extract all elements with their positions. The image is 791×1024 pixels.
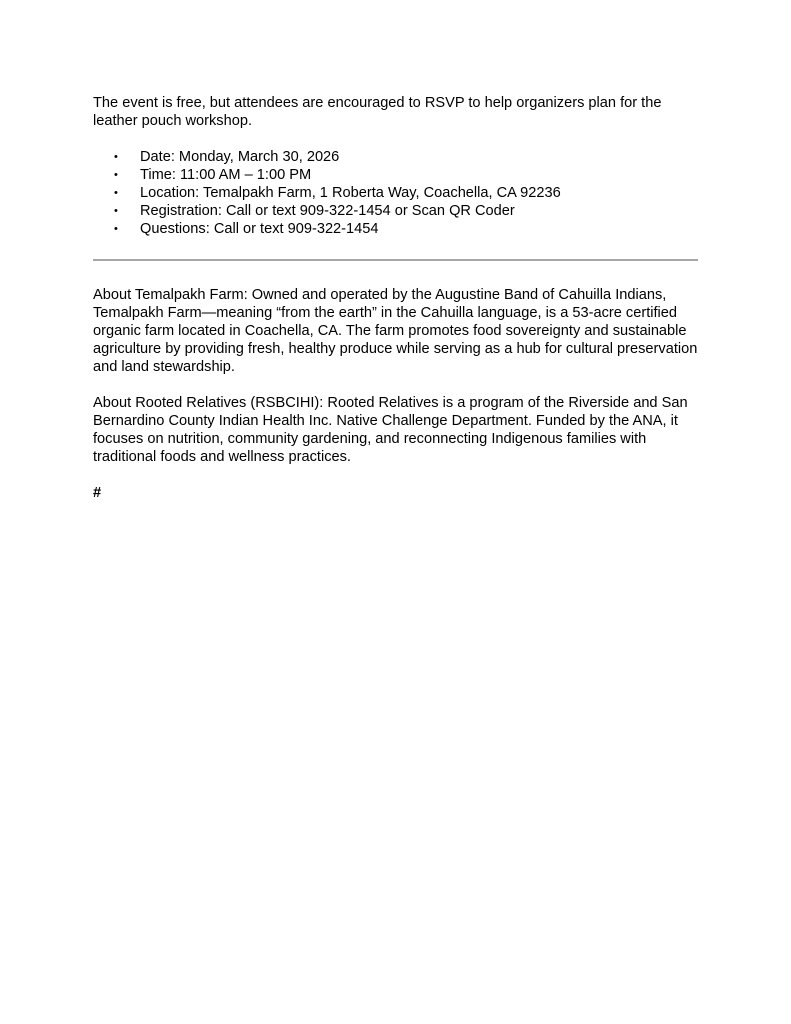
about-rooted-relatives-paragraph: About Rooted Relatives (RSBCIHI): Rooted Relatives is a program of the Riverside and San Bernardino County Indian Health Inc. Native Challenge Department. Funded by the ANA, it focuses on nutrition, community gardening, and reconnecting Indigenous families with traditional foods and wellness practices. bbox=[93, 395, 688, 465]
about-farm-paragraph: About Temalpakh Farm: Owned and operated by the Augustine Band of Cahuilla Indians, Temalpakh Farm—meaning “from the earth” in the Cahuilla language, is a 53-acre certified organic farm located in Coachella, CA. The farm promotes food sovereignty and sustainable agriculture by providing fresh, healthy produce while serving as a hub for cultural preservation and land stewardship. bbox=[93, 287, 698, 375]
list-item bbox=[93, 184, 699, 202]
end-mark: # bbox=[93, 485, 102, 501]
list-item bbox=[93, 148, 699, 166]
bullet-icon: • bbox=[114, 187, 118, 199]
detail-questions: Questions: Call or text 909-322-1454 bbox=[140, 221, 379, 237]
list-item bbox=[93, 202, 699, 220]
horizontal-divider bbox=[93, 259, 698, 261]
list-item bbox=[93, 166, 699, 184]
bullet-icon: • bbox=[114, 205, 118, 217]
detail-time: Time: 11:00 AM – 1:00 PM bbox=[140, 167, 312, 183]
event-details-list bbox=[93, 148, 699, 238]
detail-location: Location: Temalpakh Farm, 1 Roberta Way, Coachella, CA 92236 bbox=[140, 185, 561, 201]
list-item bbox=[93, 220, 699, 238]
detail-date: Date: Monday, March 30, 2026 bbox=[140, 149, 340, 165]
bullet-icon: • bbox=[114, 151, 118, 163]
bullet-icon: • bbox=[114, 223, 118, 235]
detail-registration: Registration: Call or text 909-322-1454 or Scan QR Coder bbox=[140, 203, 515, 219]
intro-paragraph: The event is free, but attendees are encouraged to RSVP to help organizers plan for the leather pouch workshop. bbox=[93, 95, 662, 129]
bullet-icon: • bbox=[114, 169, 118, 181]
document-page bbox=[93, 94, 699, 502]
